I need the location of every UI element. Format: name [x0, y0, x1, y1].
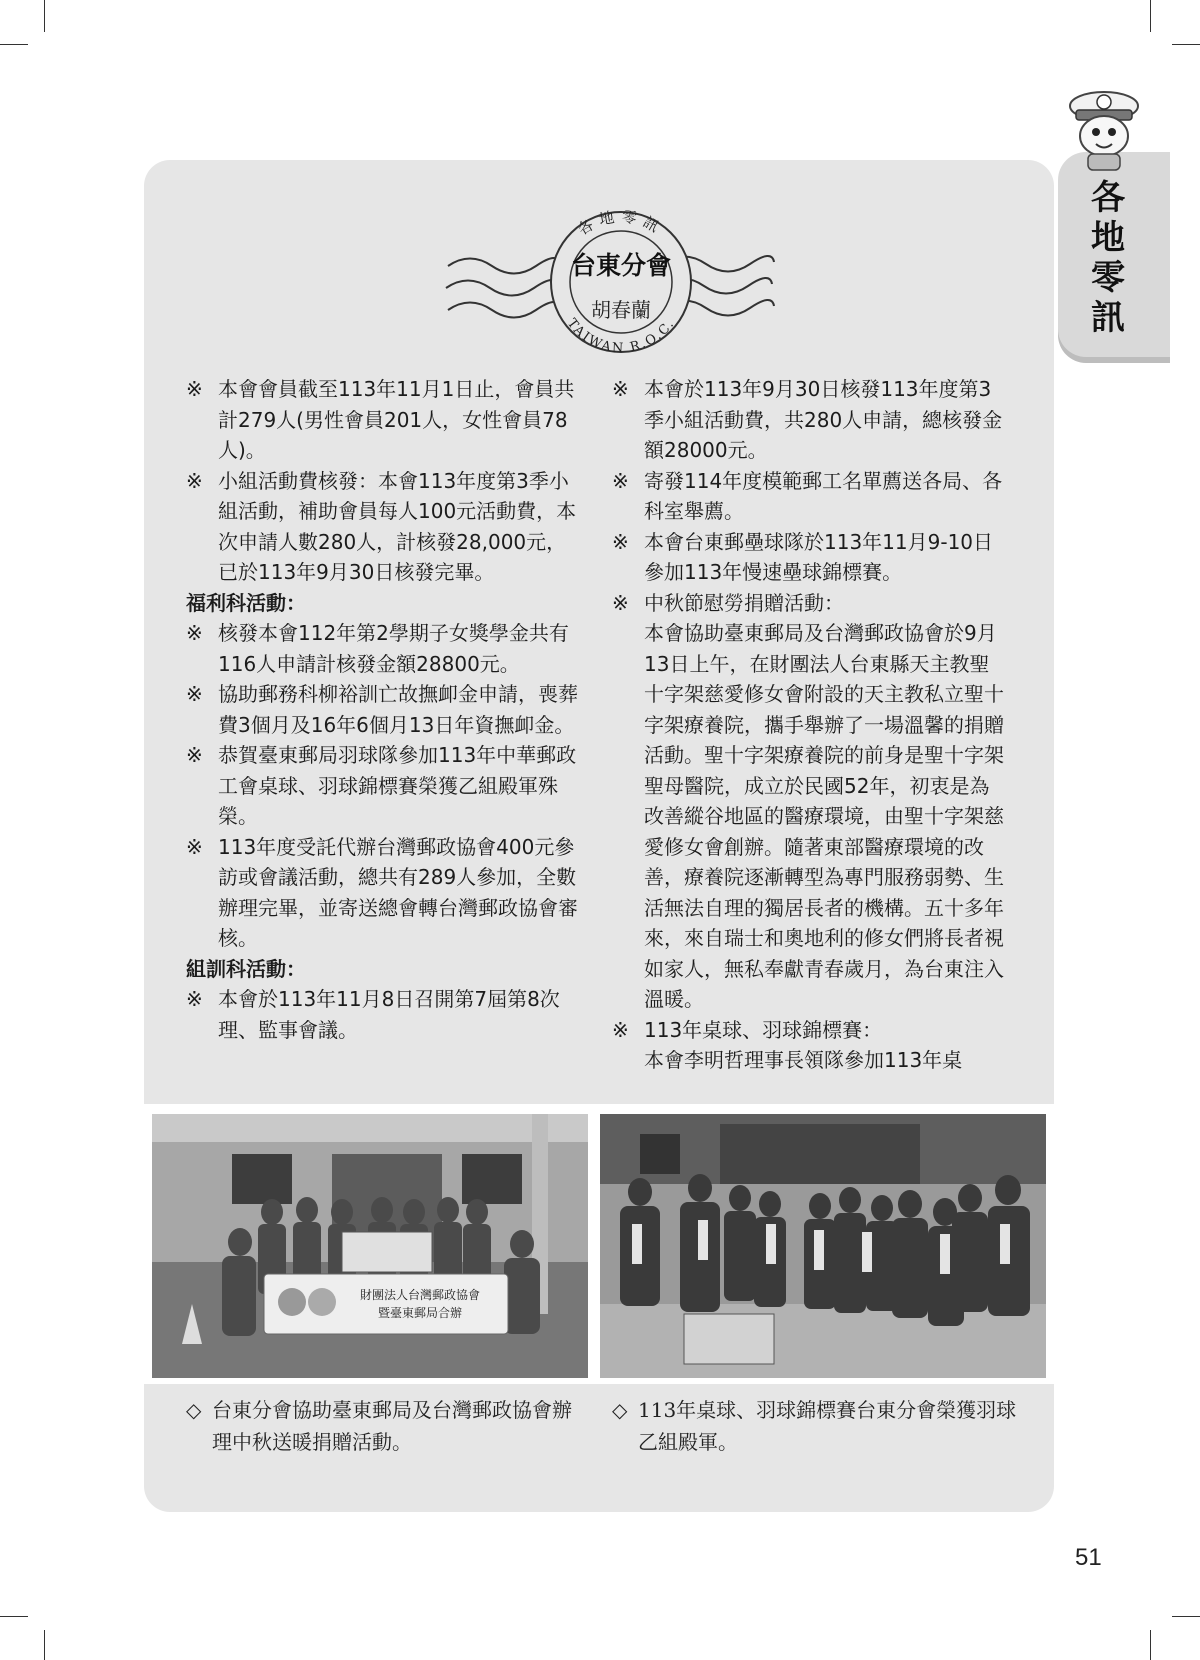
banner-line-1: 財團法人台灣郵政協會	[359, 1288, 481, 1302]
banner-line-2: 暨臺東郵局合辦	[377, 1306, 463, 1320]
photo-caption-right: ◇ 113年桌球、羽球錦標賽台東分會榮獲羽球乙組殿軍。	[612, 1398, 1017, 1454]
page-number: 51	[1075, 1544, 1102, 1571]
section-tab-label: 各地零訊	[1091, 178, 1125, 338]
article-author: 胡春蘭	[591, 298, 651, 322]
crop-mark	[1172, 1616, 1200, 1617]
list-item: ※ 113年桌球、羽球錦標賽：	[612, 1017, 883, 1042]
crop-mark	[44, 0, 45, 32]
article-title: 台東分會	[570, 251, 671, 280]
crop-mark	[1172, 44, 1200, 45]
left-column	[186, 374, 578, 1045]
list-item: ※ 113年度受託代辦台灣郵政協會400元參訪或會議活動，總共有289人參加，全數辦理完畢，並寄送總會轉台灣郵政協會審核。	[186, 834, 578, 950]
crop-mark	[44, 1630, 45, 1660]
list-item: ※ 協助郵務科柳裕訓亡故撫卹金申請，喪葬費3個月及16年6個月13日年資撫卹金。	[186, 682, 578, 737]
right-column	[612, 374, 1004, 1076]
list-item: ※ 小組活動費核發：本會113年度第3季小組活動，補助會員每人100元活動費，本次申請人數280人，計核發28,000元，已於113年9月30日核發完畢。	[186, 468, 577, 584]
list-item: ※ 中秋節慰勞捐贈活動：	[612, 590, 844, 615]
photo-caption-left: ◇ 台東分會協助臺東郵局及台灣郵政協會辦理中秋送暖捐贈活動。	[186, 1398, 572, 1454]
section-heading: 福利科活動：	[186, 590, 306, 615]
list-item: ※ 本會會員截至113年11月1日止，會員共計279人(男性會員201人，女性會員78人)。	[186, 377, 575, 462]
crop-mark	[1150, 1630, 1151, 1660]
photo-badminton-team	[600, 1114, 1046, 1378]
list-item: ※ 寄發114年度模範郵工名單薦送各局、各科室舉薦。	[612, 468, 1003, 523]
list-item: ※ 本會於113年11月8日召開第7屆第8次理、監事會議。	[186, 987, 560, 1042]
mailman-mascot-icon	[1062, 84, 1152, 174]
list-item: ※ 本會於113年9月30日核發113年度第3季小組活動費，共280人申請，總核發金額28000元。	[612, 377, 1003, 462]
stamp-bottom-arc: TAIWAN R.O.C.	[563, 316, 679, 356]
crop-mark	[1150, 0, 1151, 32]
list-item: ※ 恭賀臺東郵局羽球隊參加113年中華郵政工會桌球、羽球錦標賽榮獲乙組殿軍殊榮。	[186, 743, 577, 828]
crop-mark	[0, 1616, 28, 1617]
photo-donation-event	[152, 1114, 588, 1378]
paragraph: 本會協助臺東郵局及台灣郵政協會於9月13日上午，在財團法人台東縣天主教聖十字架慈愛修女會附設的天主教私立聖十字架療養院，攜手舉辦了一場溫馨的捐贈活動。聖十字架療養院的前身是聖十字架聖母醫院，成立於民國52年，初衷是為改善縱谷地區的醫療環境，由聖十字架慈愛修女會創辦。隨著東部醫療環境的改善，療養院逐漸轉型為專門服務弱勢、生活無法自理的獨居長者的機構。五十多年來，來自瑞士和奧地利的修女們將長者視如家人，無私奉獻青春歲月，為台東注入溫暖。	[644, 621, 1004, 1011]
list-item: ※ 本會台東郵壘球隊於113年11月9-10日參加113年慢速壘球錦標賽。	[612, 529, 994, 584]
stamp-top-arc: 各地零訊	[574, 207, 668, 239]
paragraph: 本會李明哲理事長領隊參加113年桌	[644, 1048, 963, 1072]
section-heading: 組訓科活動：	[186, 956, 306, 981]
crop-mark	[0, 44, 28, 45]
list-item: ※ 核發本會112年第2學期子女獎學金共有116人申請計核發金額28800元。	[186, 621, 569, 676]
